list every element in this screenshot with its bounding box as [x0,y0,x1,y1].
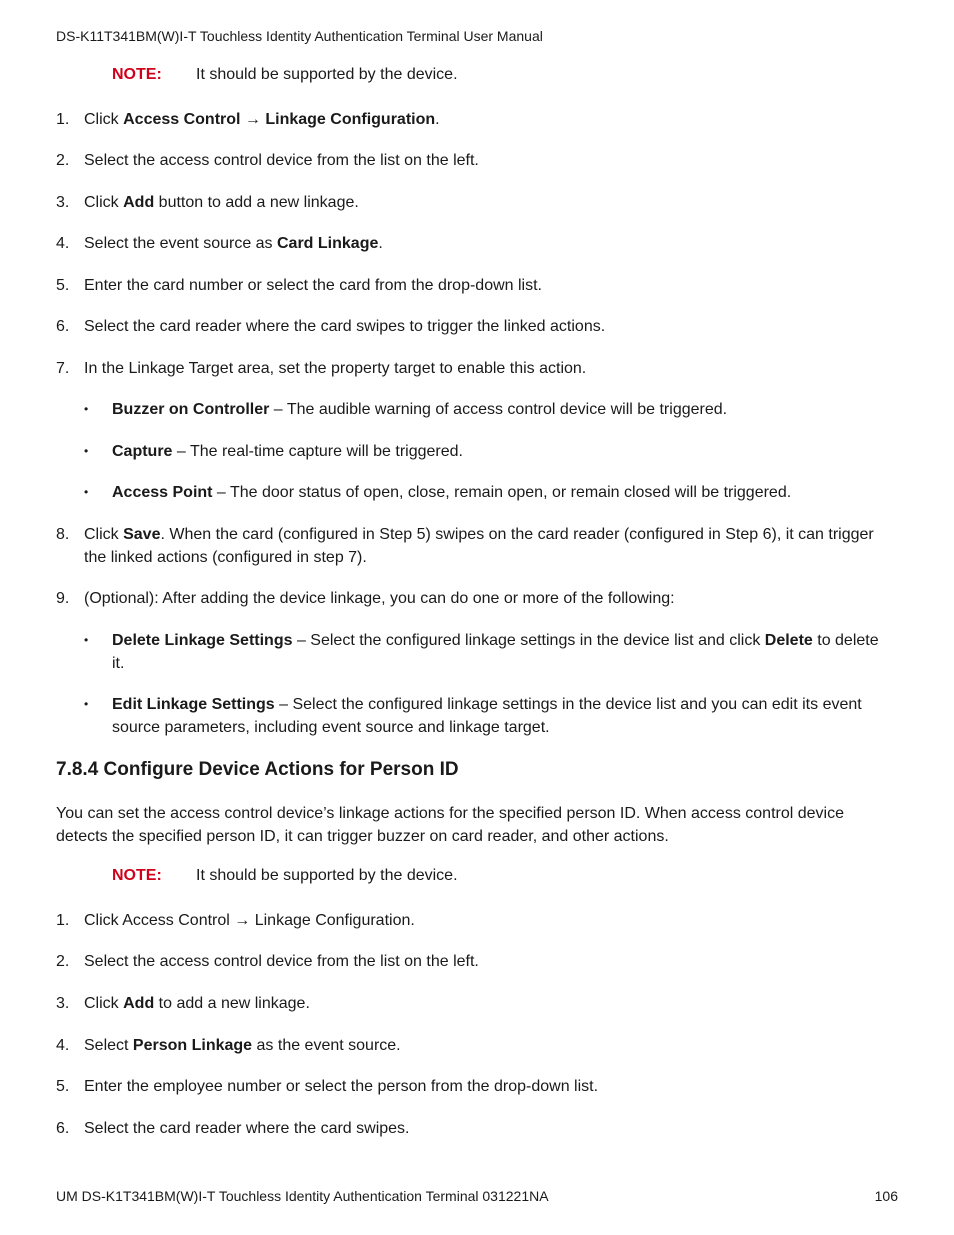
step-1 [56,108,898,131]
menu-path: Access Control → Linkage Configuration [123,111,436,128]
step-number: 5. [56,1078,70,1095]
step-text: Enter the employee number or select the person from the drop-down list. [84,1078,599,1095]
step-6 [56,315,898,338]
person-step-5 [56,1075,898,1098]
step-text: Select [84,1037,133,1054]
term: Capture [112,443,173,460]
step-text: Select the event source as [84,235,277,252]
step-text: button to add a new linkage. [154,194,359,211]
note-label: NOTE: [112,66,162,83]
bullet-icon: • [84,402,89,416]
person-step-4 [56,1034,898,1057]
step-number: 1. [56,111,70,128]
step-number: 5. [56,277,70,294]
term: Access Point [112,484,213,501]
bullet-icon: • [84,633,89,647]
term-description: – The real-time capture will be triggered. [172,443,463,460]
step-2 [56,149,898,172]
step-number: 3. [56,995,70,1012]
step-text: Select the access control device from the list on the left. [84,953,479,970]
ui-term: Add [123,194,155,211]
note-2 [112,867,458,885]
person-step-6 [56,1117,898,1140]
running-header: DS-K11T341BM(W)I-T Touchless Identity Authentication Terminal User Manual [56,28,543,44]
step-7 [56,357,898,380]
person-step-2 [56,950,898,973]
step-text: . [435,111,440,128]
step-text: Click [84,111,124,128]
step-number: 1. [56,912,70,929]
option-delete [84,629,884,675]
step-number: 6. [56,318,70,335]
ui-term: Card Linkage [277,235,379,252]
step-3 [56,191,898,214]
person-step-3 [56,992,898,1015]
step-text: as the event source. [252,1037,401,1054]
step-text: Click [84,526,124,543]
step-text: Select the card reader where the card swipes. [84,1120,410,1137]
step-number: 4. [56,1037,70,1054]
step-text: Click Access Control → Linkage Configuration. [84,912,415,929]
bullet-icon: • [84,697,89,711]
step-text: Select the access control device from the list on the left. [84,152,479,169]
step-text: (Optional): After adding the device linkage, you can do one or more of the following: [84,590,675,607]
step-number: 2. [56,152,70,169]
step-text: to add a new linkage. [154,995,310,1012]
step-text: In the Linkage Target area, set the property target to enable this action. [84,360,587,377]
ui-term: Person Linkage [132,1037,253,1054]
term: Delete Linkage Settings [112,632,293,649]
step-number: 9. [56,590,70,607]
term: Edit Linkage Settings [112,696,275,713]
option-edit [84,693,884,739]
step-4 [56,232,898,255]
term-description: – The audible warning of access control device will be triggered. [269,401,728,418]
step-number: 2. [56,953,70,970]
term-description: – The door status of open, close, remain open, or remain closed will be triggered. [212,484,792,501]
ui-term: Save [123,526,161,543]
section-heading: 7.8.4 Configure Device Actions for Person ID [56,759,459,780]
step-text: Click [84,194,124,211]
bullet-icon: • [84,444,89,458]
person-step-1 [56,909,898,932]
step-5 [56,274,898,297]
step-number: 7. [56,360,70,377]
page-number: 106 [874,1188,898,1204]
term: Buzzer on Controller [112,401,270,418]
target-buzzer [84,398,884,421]
bullet-icon: • [84,485,89,499]
footer-document-id: UM DS-K1T341BM(W)I-T Touchless Identity Authentication Terminal 031221NA [56,1188,549,1204]
step-text: . When the card (configured in Step 5) swipes on the card reader (configured in Step 6), it can trigger the linked actions (configured in step 7). [84,526,874,566]
term-description: – Select the configured linkage settings in the device list and click [292,632,765,649]
term-description: to delete it. [112,632,879,672]
step-number: 8. [56,526,70,543]
step-text: . [378,235,383,252]
target-access-point [84,481,884,504]
term-description: – Select the configured linkage settings in the device list and you can edit its event source parameters, including event source and linkage target. [112,696,862,736]
step-number: 3. [56,194,70,211]
ui-term: Add [123,995,155,1012]
section-intro: You can set the access control device’s linkage actions for the specified person ID. When access control device detects the specified person ID, it can trigger buzzer on card reader, and other actions. [56,805,844,845]
note-text: It should be supported by the device. [196,867,458,884]
step-text: Enter the card number or select the card from the drop-down list. [84,277,542,294]
step-text: Select the card reader where the card swipes to trigger the linked actions. [84,318,606,335]
note-text: It should be supported by the device. [196,66,458,83]
ui-term: Delete [764,632,813,649]
target-capture [84,440,884,463]
step-9 [56,587,898,610]
note-label: NOTE: [112,867,162,884]
step-number: 4. [56,235,70,252]
step-text: Click [84,995,124,1012]
step-8 [56,523,898,569]
step-number: 6. [56,1120,70,1137]
note-1 [112,66,458,84]
